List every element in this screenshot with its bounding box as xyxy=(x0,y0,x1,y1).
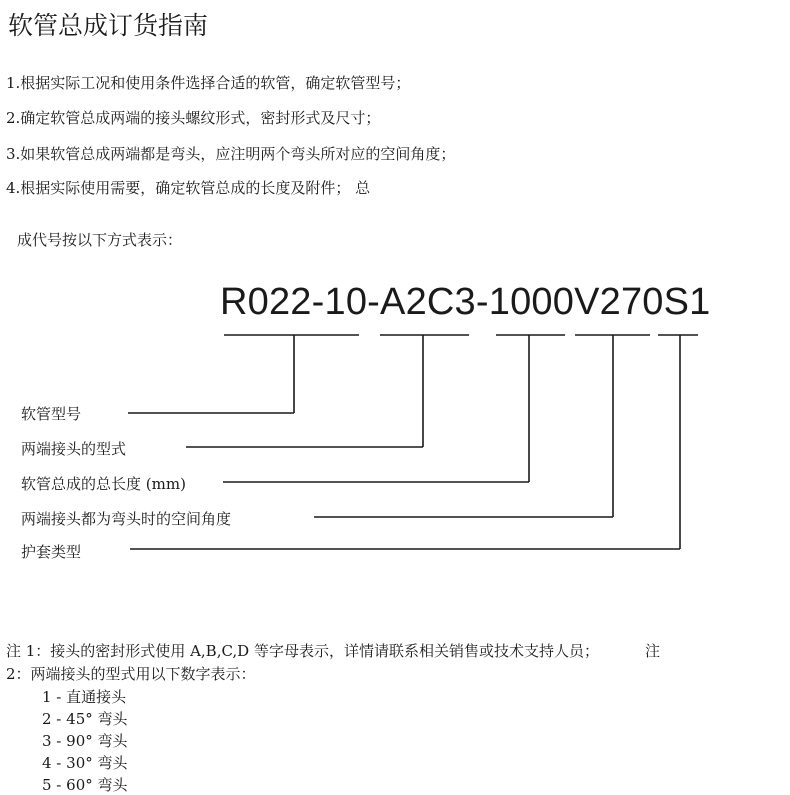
note-2: 2：两端接头的型式用以下数字表示： xyxy=(6,665,256,683)
code-intro: 成代号按以下方式表示： xyxy=(17,231,183,249)
note-1: 注 1：接头的密封形式使用 A,B,C,D 等字母表示，详情请联系相关销售或技术支持人员； xyxy=(6,642,599,660)
fitting-type-item-2: 2 - 45° 弯头 xyxy=(42,710,128,728)
note-1-tail: 注 xyxy=(645,642,661,660)
page-title: 软管总成订货指南 xyxy=(8,11,209,40)
label-sheath-type: 护套类型 xyxy=(21,543,82,561)
label-fitting-type: 两端接头的型式 xyxy=(21,440,127,458)
label-total-length: 软管总成的总长度 (mm) xyxy=(21,475,186,493)
fitting-type-item-4: 4 - 30° 弯头 xyxy=(42,754,128,772)
fitting-type-item-1: 1 - 直通接头 xyxy=(42,688,127,706)
label-space-angle: 两端接头都为弯头时的空间角度 xyxy=(21,510,232,528)
guide-step-3: 3.如果软管总成两端都是弯头，应注明两个弯头所对应的空间角度； xyxy=(6,145,456,163)
fitting-type-item-5: 5 - 60° 弯头 xyxy=(42,776,128,794)
model-code: R022-10-A2C3-1000V270S1 xyxy=(220,281,711,323)
label-hose-model: 软管型号 xyxy=(21,405,82,423)
fitting-type-item-3: 3 - 90° 弯头 xyxy=(42,732,128,750)
guide-step-4: 4.根据实际使用需要，确定软管总成的长度及附件； 总 xyxy=(6,179,371,197)
guide-step-2: 2.确定软管总成两端的接头螺纹形式，密封形式及尺寸； xyxy=(6,109,381,127)
guide-step-1: 1.根据实际工况和使用条件选择合适的软管，确定软管型号； xyxy=(6,74,411,92)
